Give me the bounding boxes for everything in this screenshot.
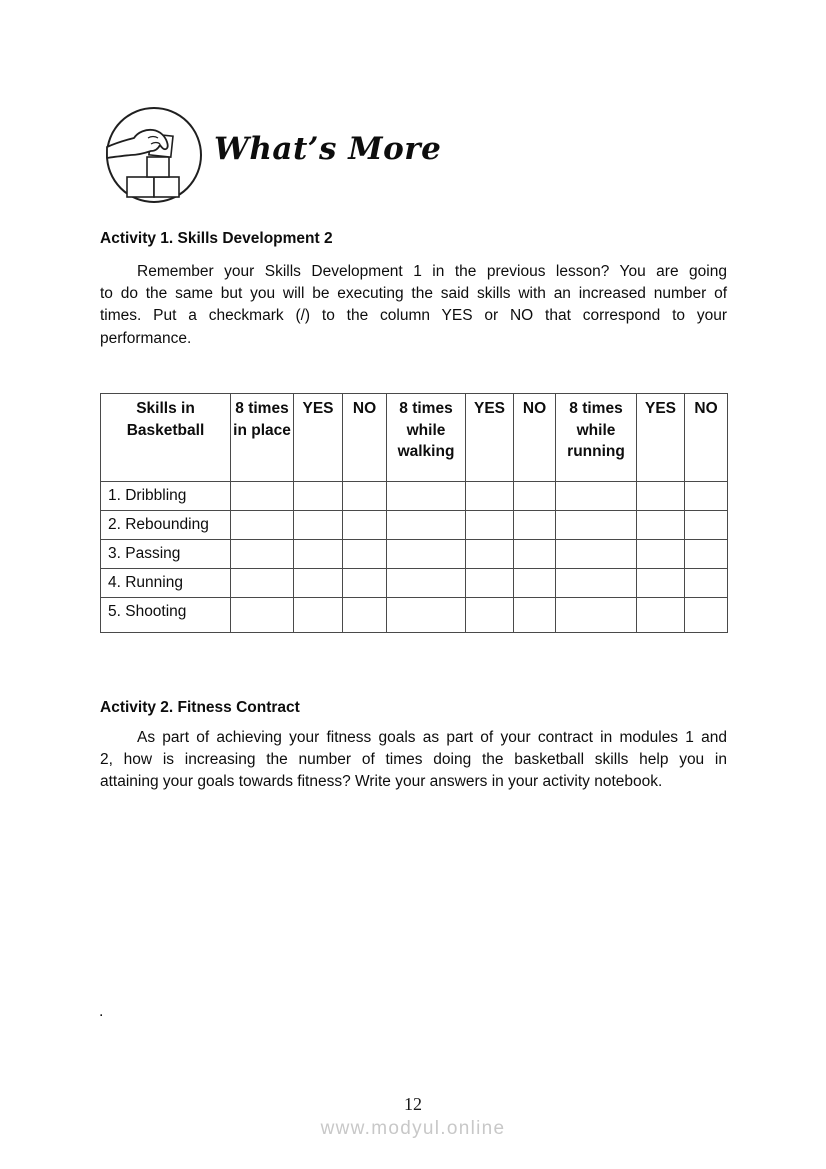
answer-cell <box>466 511 514 540</box>
col-header-yes-2: YES <box>466 394 514 482</box>
table-row <box>101 569 728 598</box>
answer-cell <box>556 569 637 598</box>
paragraph-line: attaining your goals towards fitness? Write your answers in your activity notebook. <box>100 773 663 791</box>
answer-cell <box>685 540 728 569</box>
answer-cell <box>343 511 387 540</box>
answer-cell <box>637 540 685 569</box>
col-header-yes-3: YES <box>637 394 685 482</box>
answer-cell <box>343 540 387 569</box>
answer-cell <box>231 598 294 633</box>
col-header-skills: Skills in Basketball <box>101 394 231 482</box>
answer-cell <box>343 569 387 598</box>
answer-cell <box>466 598 514 633</box>
answer-cell <box>637 511 685 540</box>
paragraph-line: As part of achieving your fitness goals as part of your contract in modules 1 and <box>137 729 727 746</box>
answer-cell <box>231 482 294 511</box>
paragraph-line: performance. <box>100 329 192 347</box>
answer-cell <box>231 540 294 569</box>
stray-period-mark: . <box>99 1003 104 1020</box>
answer-cell <box>294 482 343 511</box>
answer-cell <box>343 482 387 511</box>
activity2-heading: Activity 2. Fitness Contract <box>100 699 300 716</box>
answer-cell <box>685 482 728 511</box>
answer-cell <box>343 598 387 633</box>
answer-cell <box>294 511 343 540</box>
answer-cell <box>556 598 637 633</box>
col-header-8-times-walking: 8 times while walking <box>387 394 466 482</box>
paragraph-line: 2, how is increasing the number of times doing the basketball skills help you in <box>100 751 727 769</box>
answer-cell <box>556 511 637 540</box>
answer-cell <box>685 569 728 598</box>
activity2-paragraph <box>100 727 727 794</box>
answer-cell <box>685 598 728 633</box>
answer-cell <box>514 598 556 633</box>
col-header-no-1: NO <box>343 394 387 482</box>
table-header-row <box>101 394 728 482</box>
skills-checklist-table <box>100 393 728 633</box>
answer-cell <box>466 569 514 598</box>
skill-cell: 3. Passing <box>101 540 231 569</box>
answer-cell <box>231 511 294 540</box>
paragraph-line: times. Put a checkmark (/) to the column YES or NO that correspond to your <box>100 307 727 325</box>
col-header-8-times-running: 8 times while running <box>556 394 637 482</box>
answer-cell <box>387 511 466 540</box>
hand-stacking-blocks-icon <box>104 105 204 205</box>
answer-cell <box>514 569 556 598</box>
answer-cell <box>231 569 294 598</box>
answer-cell <box>637 569 685 598</box>
answer-cell <box>387 569 466 598</box>
col-header-no-3: NO <box>685 394 728 482</box>
table-row <box>101 598 728 633</box>
answer-cell <box>556 482 637 511</box>
col-header-yes-1: YES <box>294 394 343 482</box>
skill-cell: 2. Rebounding <box>101 511 231 540</box>
answer-cell <box>387 540 466 569</box>
answer-cell <box>387 598 466 633</box>
paragraph-line: to do the same but you will be executing the said skills with an increased number of <box>100 285 727 303</box>
skill-cell: 1. Dribbling <box>101 482 231 511</box>
activity1-paragraph <box>100 261 727 350</box>
paragraph-line: Remember your Skills Development 1 in the previous lesson? You are going <box>137 263 727 280</box>
table-row <box>101 540 728 569</box>
answer-cell <box>466 540 514 569</box>
table-row <box>101 511 728 540</box>
answer-cell <box>685 511 728 540</box>
activity1-heading: Activity 1. Skills Development 2 <box>100 230 333 247</box>
answer-cell <box>556 540 637 569</box>
col-header-no-2: NO <box>514 394 556 482</box>
skill-cell: 5. Shooting <box>101 598 231 633</box>
answer-cell <box>637 482 685 511</box>
answer-cell <box>294 598 343 633</box>
skill-cell: 4. Running <box>101 569 231 598</box>
answer-cell <box>387 482 466 511</box>
col-header-8-times-in-place: 8 times in place <box>231 394 294 482</box>
section-title: What’s More <box>214 131 442 167</box>
answer-cell <box>514 482 556 511</box>
answer-cell <box>514 511 556 540</box>
answer-cell <box>466 482 514 511</box>
page-number: 12 <box>404 1094 422 1114</box>
watermark-text: www.modyul.online <box>320 1118 506 1139</box>
answer-cell <box>637 598 685 633</box>
answer-cell <box>514 540 556 569</box>
table-row <box>101 482 728 511</box>
answer-cell <box>294 569 343 598</box>
answer-cell <box>294 540 343 569</box>
